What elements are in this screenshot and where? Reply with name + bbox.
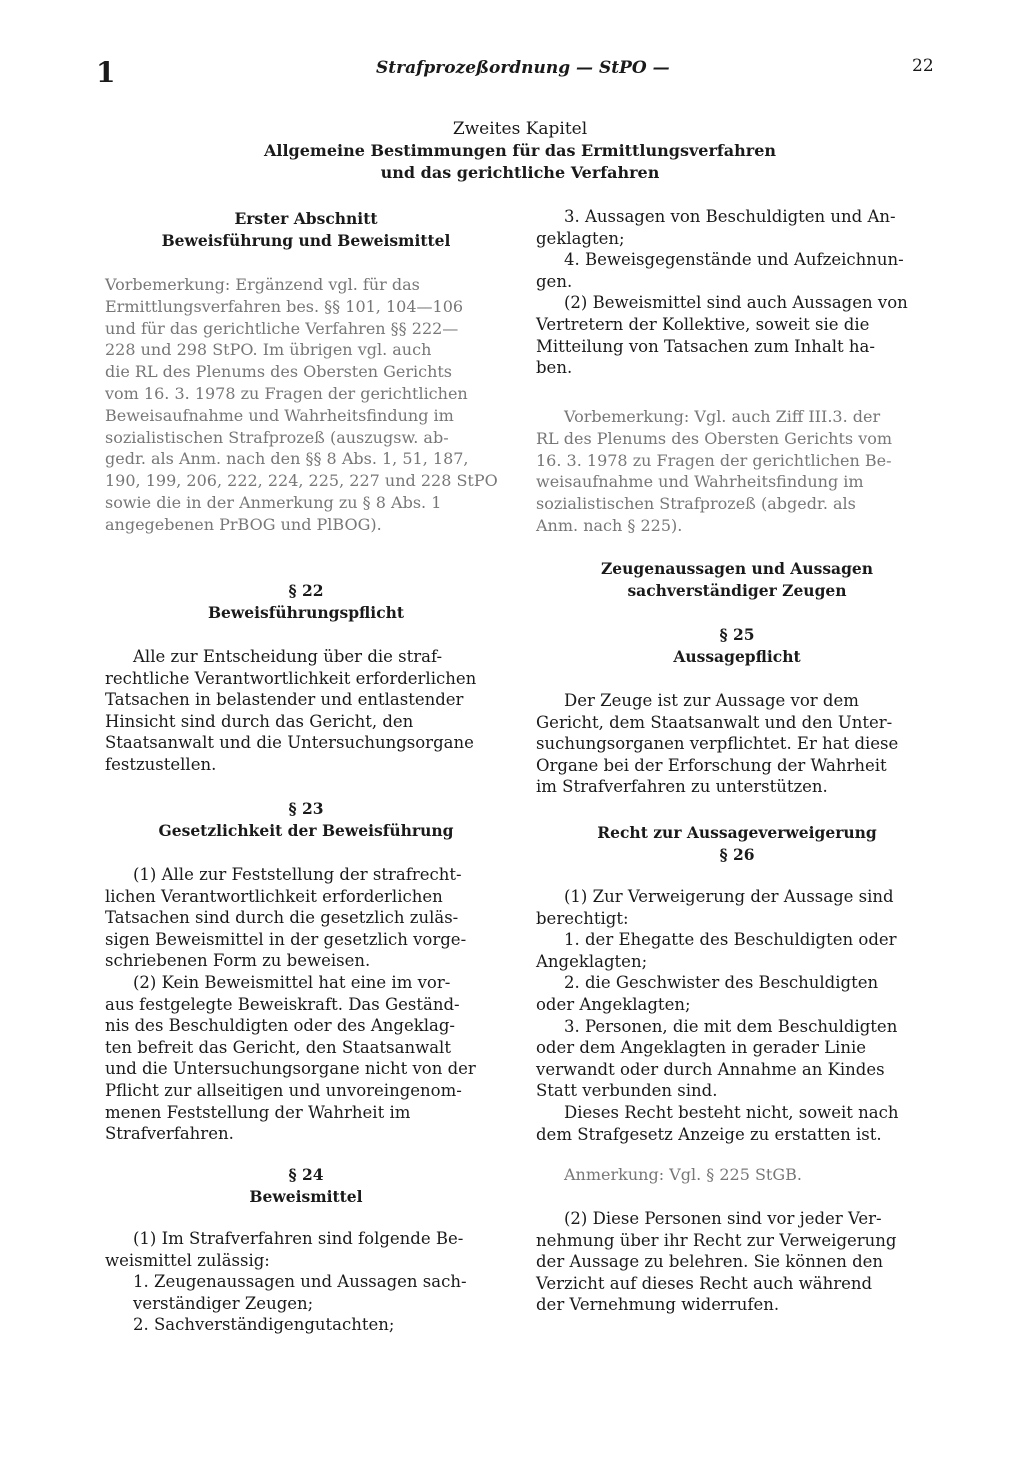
text-line: (2) Kein Beweismittel hat eine im vor- [133,972,451,992]
list-item: 1. Zeugenaussagen und Aussagen sach- [133,1272,467,1292]
left-preliminary-note [105,274,507,536]
chapter-label: Zweites Kapitel [452,119,588,139]
chapter-title-line1: Allgemeine Bestimmungen für das Ermittlungsverfahren [263,141,776,160]
note-line: Ermittlungsverfahren bes. §§ 101, 104—106 [105,296,464,316]
text-line: Mitteilung von Tatsachen zum Inhalt ha- [536,336,875,356]
paragraph-22-text [105,646,507,776]
list-item: verwandt oder durch Annahme an Kindes [536,1059,885,1079]
paragraph-number: § 22 [288,581,324,600]
text-line: Verzicht auf dieses Recht auch während [536,1273,873,1293]
text-line: lichen Verantwortlichkeit erforderlichen [105,886,443,906]
paragraph-25-text [536,690,938,798]
text-line: Alle zur Entscheidung über die straf- [133,647,443,666]
paragraph-23-heading [105,798,507,842]
text-line: Dieses Recht besteht nicht, soweit nach [564,1102,899,1122]
text-line: (1) Im Strafverfahren sind folgende Be- [133,1229,464,1248]
page-number: 22 [912,56,934,76]
list-item: 2. die Geschwister des Beschuldigten [564,973,879,993]
text-line: ben. [536,358,573,378]
text-line: aus festgelegte Beweiskraft. Das Geständ- [105,994,460,1014]
list-item: Angeklagten; [536,951,648,971]
text-line: nis des Beschuldigten oder des Angeklag- [105,1016,456,1036]
paragraph-26-text [536,886,938,1145]
text-line: (2) Diese Personen sind vor jeder Ver- [564,1209,882,1228]
list-item: gen. [536,271,573,291]
paragraph-number: § 23 [288,799,324,818]
paragraph-24-heading [105,1164,507,1208]
note-line: Vorbemerkung: Vgl. auch Ziff III.3. der [564,407,881,426]
text-line: schriebenen Form zu beweisen. [105,951,371,971]
note-line: RL des Plenums des Obersten Gerichts vom [536,428,893,448]
chapter-heading [0,118,1024,184]
note-line: 16. 3. 1978 zu Fragen der gerichtlichen Be- [536,450,892,470]
text-line: Gericht, dem Staatsanwalt und den Unter- [536,712,893,732]
text-line: weismittel zulässig: [105,1250,270,1270]
section-number: 1 [96,56,116,89]
witness-subheading [536,558,938,602]
paragraph-25-heading [536,624,938,668]
note-line: gedr. als Anm. nach den §§ 8 Abs. 1, 51, 187, [105,449,469,469]
list-item: 3. Personen, die mit dem Beschuldigten [564,1016,898,1036]
list-item: oder dem Angeklagten in gerader Linie [536,1038,866,1058]
subheading-line: Zeugenaussagen und Aussagen [600,559,874,578]
paragraph-26-section-2 [536,1208,938,1316]
text-line: der Vernehmung widerrufen. [536,1295,780,1315]
right-preliminary-note [536,406,938,537]
section-label: Erster Abschnitt [234,209,378,228]
text-line: berechtigt: [536,908,629,928]
note-line: angegebenen PrBOG und PlBOG). [105,514,382,534]
note-line: 190, 199, 206, 222, 224, 225, 227 und 228 StPO [105,471,498,491]
list-item: 4. Beweisgegenstände und Aufzeichnun- [564,250,904,270]
list-item: 2. Sachverständigengutachten; [133,1315,395,1335]
text-line: Organe bei der Erforschung der Wahrheit [536,755,887,775]
text-line: sigen Beweismittel in der gesetzlich vorge- [105,929,467,949]
paragraph-title: Aussagepflicht [673,647,801,666]
list-item: 1. der Ehegatte des Beschuldigten oder [564,930,897,950]
text-line: Hinsicht sind durch das Gericht, den [105,711,414,731]
section-title: Beweisführung und Beweismittel [161,231,451,250]
paragraph-23-text [105,864,507,1145]
paragraph-26-heading [536,822,938,866]
annotation-text: Anmerkung: Vgl. § 225 StGB. [564,1165,802,1184]
text-line: Der Zeuge ist zur Aussage vor dem [564,691,859,710]
text-line: suchungsorganen verpflichtet. Er hat diese [536,734,899,754]
annotation [536,1164,938,1186]
note-line: Anm. nach § 225). [536,515,683,535]
running-title: Strafprozeßordnung — StPO — [376,58,670,78]
text-line: (2) Beweismittel sind auch Aussagen von [564,293,908,313]
text-line: Pflicht zur allseitigen und unvoreingenom- [105,1080,462,1100]
note-line: vom 16. 3. 1978 zu Fragen der gerichtlichen [105,383,468,403]
text-line: festzustellen. [105,754,217,774]
note-line: 228 und 298 StPO. Im übrigen vgl. auch [105,340,432,360]
list-item: geklagten; [536,228,625,248]
paragraph-title: Recht zur Aussageverweigerung [597,823,877,842]
text-line: ten befreit das Gericht, den Staatsanwalt [105,1037,451,1057]
text-line: rechtliche Verantwortlichkeit erforderlichen [105,668,477,688]
list-item: verständiger Zeugen; [133,1293,314,1313]
paragraph-number: § 25 [719,625,755,644]
note-line: weisaufnahme und Wahrheitsfindung im [536,472,864,492]
paragraph-title: Beweismittel [249,1187,363,1206]
paragraph-title: Gesetzlichkeit der Beweisführung [158,821,454,840]
text-line: (1) Zur Verweigerung der Aussage sind [564,887,894,906]
note-line: Vorbemerkung: Ergänzend vgl. für das [105,275,420,294]
text-line: Vertretern der Kollektive, soweit sie die [536,314,870,334]
list-item: 3. Aussagen von Beschuldigten und An- [564,207,896,226]
list-item: oder Angeklagten; [536,994,691,1014]
text-line: dem Strafgesetz Anzeige zu erstatten ist. [536,1124,882,1144]
left-section-heading [105,208,507,252]
text-line: Tatsachen sind durch die gesetzlich zuläs- [105,908,459,928]
paragraph-24-continued [536,206,938,379]
text-line: der Aussage zu belehren. Sie können den [536,1252,884,1272]
note-line: und für das gerichtliche Verfahren §§ 222— [105,318,459,338]
subheading-line: sachverständiger Zeugen [627,581,847,600]
text-line: Tatsachen in belastender und entlastender [105,690,464,710]
paragraph-22-heading [105,580,507,624]
text-line: menen Feststellung der Wahrheit im [105,1102,411,1122]
text-line: (1) Alle zur Feststellung der strafrecht- [133,865,462,884]
paragraph-24-text [105,1228,507,1336]
note-line: Beweisaufnahme und Wahrheitsfindung im [105,405,454,425]
paragraph-number: § 24 [288,1165,324,1184]
paragraph-title: Beweisführungspflicht [207,603,405,622]
note-line: sozialistischen Strafprozeß (abgedr. als [536,494,856,514]
text-line: nehmung über ihr Recht zur Verweigerung [536,1230,897,1250]
text-line: Strafverfahren. [105,1124,234,1144]
list-item: Statt verbunden sind. [536,1081,718,1101]
chapter-title-line2: und das gerichtliche Verfahren [380,163,660,182]
paragraph-number: § 26 [719,845,755,864]
note-line: sowie die in der Anmerkung zu § 8 Abs. 1 [105,492,442,512]
text-line: Staatsanwalt und die Untersuchungsorgane [105,733,474,753]
note-line: sozialistischen Strafprozeß (auszugsw. ab- [105,427,449,447]
text-line: und die Untersuchungsorgane nicht von der [105,1059,476,1079]
note-line: die RL des Plenums des Obersten Gerichts [105,362,453,382]
text-line: im Strafverfahren zu unterstützen. [536,777,828,797]
